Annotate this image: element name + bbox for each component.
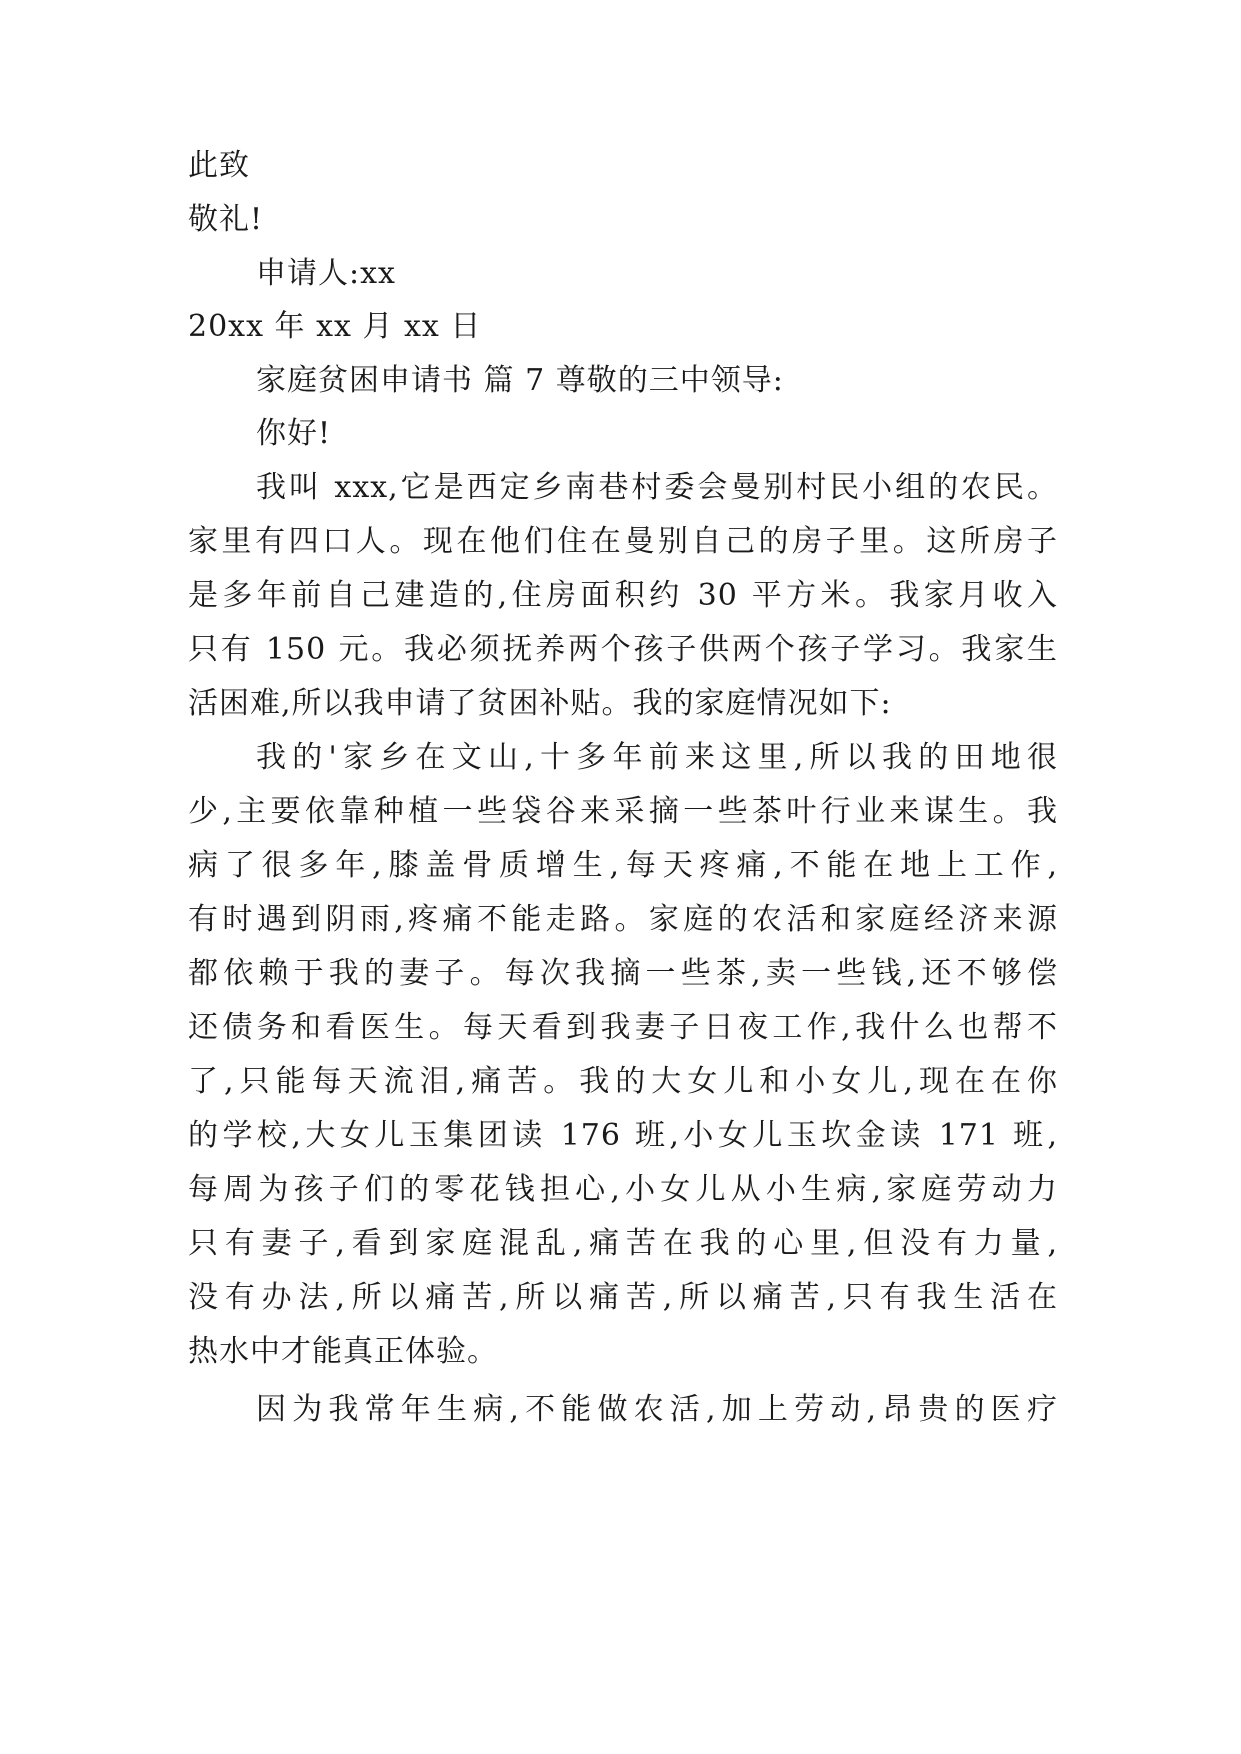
paragraph-2-line-3: 病了很多年,膝盖骨质增生,每天疼痛,不能在地上工作, [188,848,1058,883]
application-date: 20xx 年 xx 月 xx 日 [188,309,482,344]
paragraph-1-line-2: 家里有四口人。现在他们住在曼别自己的房子里。这所房子 [188,524,1058,559]
paragraph-2-line-2: 少,主要依靠种植一些袋谷来采摘一些茶叶行业来谋生。我 [188,794,1058,829]
paragraph-1-line-1: 我叫 xxx,它是西定乡南巷村委会曼别村民小组的农民。 [256,470,1058,505]
paragraph-3-line-1: 因为我常年生病,不能做农活,加上劳动,昂贵的医疗 [256,1392,1058,1427]
paragraph-2-line-11: 没有办法,所以痛苦,所以痛苦,所以痛苦,只有我生活在 [188,1280,1058,1315]
closing-cizhi: 此致 [188,148,250,183]
paragraph-1-line-3: 是多年前自己建造的,住房面积约 30 平方米。我家月收入 [188,578,1058,613]
paragraph-2-line-7: 了,只能每天流泪,痛苦。我的大女儿和小女儿,现在在你 [188,1064,1058,1099]
paragraph-2-line-9: 每周为孩子们的零花钱担心,小女儿从小生病,家庭劳动力 [188,1172,1058,1207]
paragraph-2-line-1: 我的'家乡在文山,十多年前来这里,所以我的田地很 [256,740,1058,775]
paragraph-2-line-6: 还债务和看医生。每天看到我妻子日夜工作,我什么也帮不 [188,1010,1058,1045]
paragraph-1-line-4: 只有 150 元。我必须抚养两个孩子供两个孩子学习。我家生 [188,632,1058,667]
greeting: 你好! [256,416,332,451]
closing-jingli: 敬礼! [188,202,264,237]
applicant-signature: 申请人:xx [256,256,396,291]
paragraph-2-line-12: 热水中才能真正体验。 [188,1334,498,1369]
paragraph-2-line-10: 只有妻子,看到家庭混乱,痛苦在我的心里,但没有力量, [188,1226,1058,1261]
paragraph-2-line-5: 都依赖于我的妻子。每次我摘一些茶,卖一些钱,还不够偿 [188,956,1058,991]
paragraph-2-line-8: 的学校,大女儿玉集团读 176 班,小女儿玉坎金读 171 班, [188,1118,1058,1153]
paragraph-1-line-5: 活困难,所以我申请了贫困补贴。我的家庭情况如下: [188,686,892,721]
paragraph-2-line-4: 有时遇到阴雨,疼痛不能走路。家庭的农活和家庭经济来源 [188,902,1058,937]
section-heading: 家庭贫困申请书 篇 7 尊敬的三中领导: [256,363,784,398]
